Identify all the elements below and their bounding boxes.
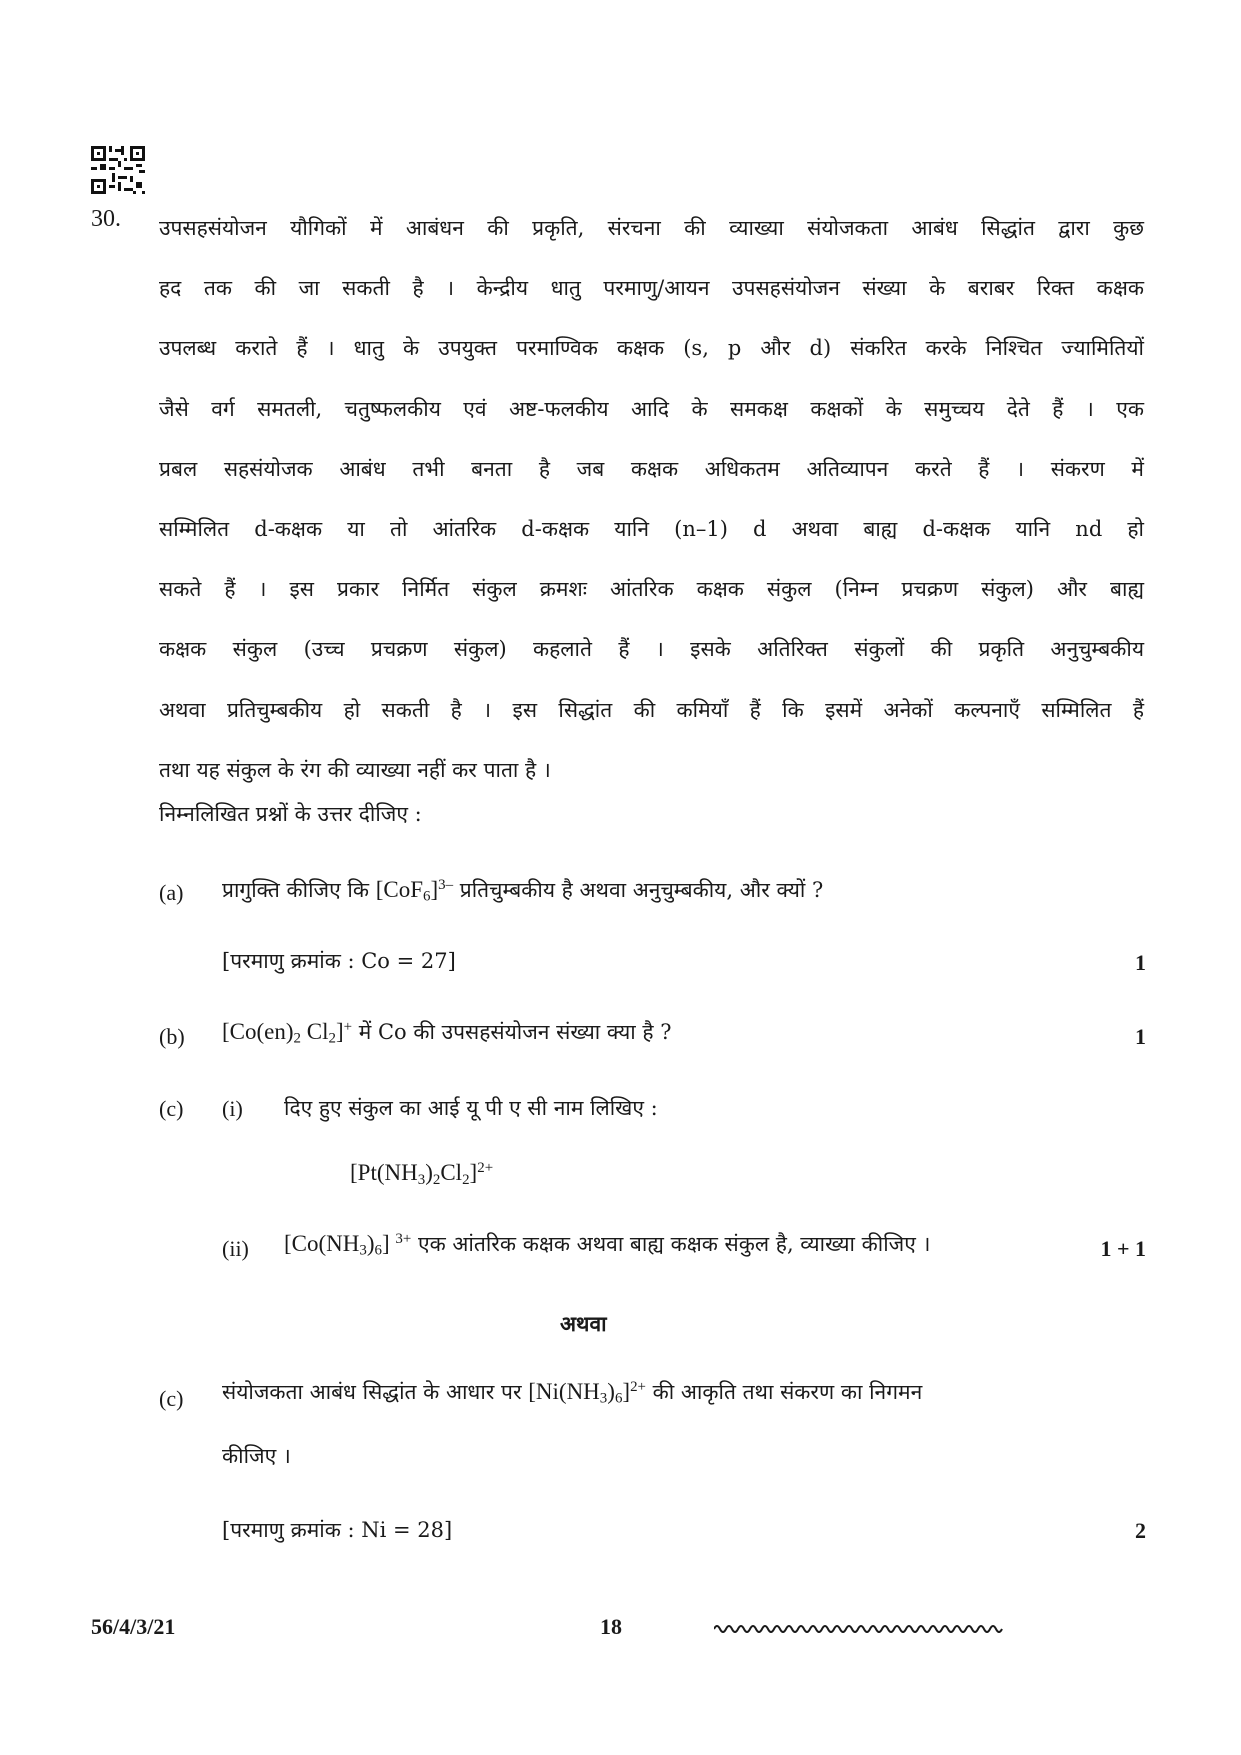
- passage: [159, 198, 1144, 800]
- formula-co-en: [$Co(en)_2$ $Cl_2]^+$: [222, 1018, 353, 1047]
- part-c-ii-question: $[Co(NH_3)_6]$ $^{3+}$ एक आंतरिक कक्षक अथवा बाह्य कक्षक संकुल है, व्याख्या कीजिए ।: [284, 1230, 931, 1259]
- part-c-alt-atomic-number: [परमाणु क्रमांक : Ni = 28]: [222, 1518, 453, 1542]
- part-a-atomic-number: [परमाणु क्रमांक : Co = 27]: [222, 949, 456, 973]
- paper-code: 56/4/3/21: [91, 1614, 176, 1639]
- passage-line: सकते हैं । इस प्रकार निर्मित संकुल क्रमशः आंतरिक कक्षक संकुल (निम्न प्रचक्रण संकुल) और बाह्य: [159, 577, 1144, 602]
- part-c-alt-label: (c): [159, 1386, 184, 1411]
- formula-pt-complex: $[Pt(NH_3)_2Cl_2]^{2+}$: [350, 1160, 494, 1188]
- part-c-ii-label: (ii): [222, 1236, 249, 1261]
- instruction: निम्नलिखित प्रश्नों के उत्तर दीजिए :: [159, 802, 422, 826]
- part-a-marks: 1: [1135, 950, 1146, 975]
- question-number: 30.: [91, 206, 121, 232]
- part-c-alt-marks: 2: [1135, 1518, 1146, 1543]
- passage-line: जैसे वर्ग समतली, चतुष्फलकीय एवं अष्ट-फलकीय आदि के समकक्ष कक्षकों के समुच्चय देते हैं । एक: [159, 396, 1144, 421]
- passage-line: कक्षक संकुल (उच्च प्रचक्रण संकुल) कहलाते हैं । इसके अतिरिक्त संकुलों की प्रकृति अनुचुम्बकीय: [159, 637, 1144, 662]
- passage-line: प्रबल सहसंयोजक आबंध तभी बनता है जब कक्षक अधिकतम अतिव्यापन करते हैं । संकरण में: [159, 456, 1144, 481]
- passage-line: अथवा प्रतिचुम्बकीय हो सकती है । इस सिद्धांत की कमियाँ हैं कि इसमें अनेकों कल्पनाएँ सम्मिलित हैं: [159, 697, 1144, 722]
- or-label: अथवा: [560, 1311, 607, 1336]
- part-a-question: प्रागुक्ति कीजिए कि $[CoF_6]^{3-}$ प्रतिचुम्बकीय है अथवा अनुचुम्बकीय, और क्यों ?: [222, 876, 824, 905]
- part-c-label: (c): [159, 1096, 184, 1121]
- qr-code: [91, 146, 145, 194]
- part-c-alt-line2: कीजिए ।: [222, 1444, 291, 1468]
- part-c-i-label: (i): [222, 1096, 243, 1121]
- wavy-line-decoration: [714, 1622, 1004, 1636]
- part-c-ii-marks: 1 + 1: [1100, 1236, 1146, 1261]
- part-a-label: (a): [159, 880, 184, 905]
- formula-co-nh3: $[Co(NH_3)_6]$ $^{3+}$: [284, 1230, 412, 1259]
- part-b-label: (b): [159, 1024, 185, 1049]
- passage-line: सम्मिलित d-कक्षक या तो आंतरिक d-कक्षक यानि (n–1) d अथवा बाह्य d-कक्षक यानि nd हो: [159, 517, 1144, 542]
- formula-cof6: $[CoF_6]^{3-}$: [375, 876, 454, 905]
- part-c-alt-question: संयोजकता आबंध सिद्धांत के आधार पर $[Ni(NH_3)_6]^{2+}$ की आकृति तथा संकरण का निगमन: [222, 1378, 923, 1407]
- passage-line: हद तक की जा सकती है । केन्द्रीय धातु परमाणु/आयन उपसहसंयोजन संख्या के बराबर रिक्त कक्षक: [159, 276, 1144, 301]
- page-number: 18: [600, 1614, 622, 1639]
- passage-line: उपलब्ध कराते हैं । धातु के उपयुक्त परमाण्विक कक्षक (s, p और d) संकरित करके निश्चित ज्यामितियों: [159, 336, 1144, 361]
- formula-ni-complex: $[Ni(NH_3)_6]^{2+}$: [528, 1378, 646, 1407]
- part-c-i-question: दिए हुए संकुल का आई यू पी ए सी नाम लिखिए :: [284, 1096, 658, 1120]
- part-b-marks: 1: [1135, 1024, 1146, 1049]
- passage-line: उपसहसंयोजन यौगिकों में आबंधन की प्रकृति, संरचना की व्याख्या संयोजकता आबंध सिद्धांत द्वारा कुछ: [159, 216, 1144, 240]
- part-b-question: [$Co(en)_2$ $Cl_2]^+$ में Co की उपसहसंयोजन संख्या क्या है ?: [222, 1018, 672, 1047]
- passage-line: तथा यह संकुल के रंग की व्याख्या नहीं कर पाता है ।: [159, 757, 551, 782]
